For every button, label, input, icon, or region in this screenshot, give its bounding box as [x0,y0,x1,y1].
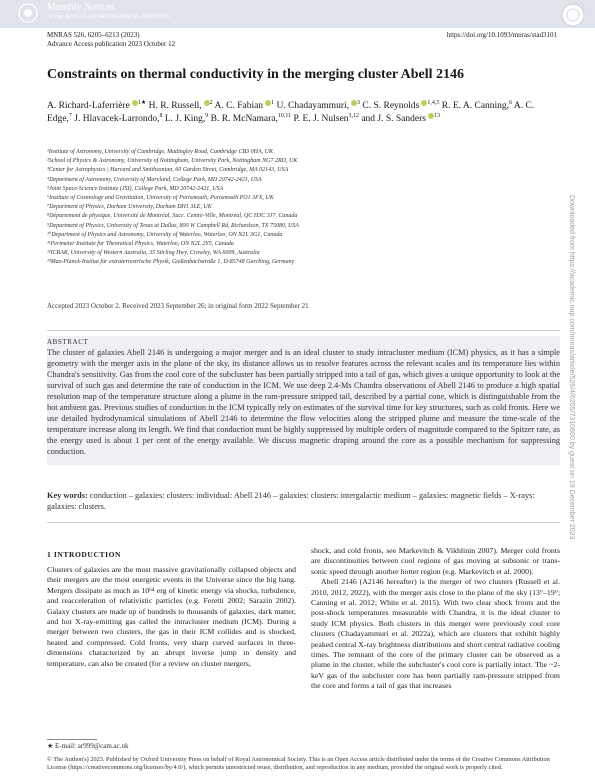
author-affiliation-number: 1★ [137,99,147,106]
intro-paragraph: shock, and cold fronts, see Markevitch & Vikhlinin 2007). Merger cold fronts are discontinuities between cool regions of gas moving at subsonic or trans-sonic speed through another hotter region (e.g. Markevitch et al. 2000). [311,546,560,576]
citation-info [47,31,175,49]
section-heading: 1 INTRODUCTION [47,550,122,559]
affiliation-line: ¹²ICRAR, University of Western Australia, 35 Stirling Hwy, Crawley, WA 6009, Australia [47,250,260,257]
journal-citation: MNRAS 526, 6205–6213 (2023) [47,31,140,39]
affiliation-line: ⁸Département de physique, Université de Montréal, Succ. Centre-Ville, Montréal, QC H3C 3J7, Canada [47,213,298,220]
journal-logo-icon [17,2,39,24]
download-watermark: Downloaded from https://academic.oup.com/mnras/article/526/4/6205/7310860 by guest on 19 December 2023 [568,195,575,540]
affiliation-line: ²School of Physics & Astronomy, University of Nottingham, University Park, Nottingham NG7 2RD, UK [47,158,298,165]
intro-column-left [47,565,296,669]
author-affiliation-number: 10,11 [277,112,292,119]
intro-column-right [311,546,560,692]
advance-access: Advance Access publication 2023 October 12 [47,40,176,48]
author-name: J. Hlavacek-Larrondo, [74,114,160,124]
author-affiliation-number: 13 [433,112,440,119]
doi-link[interactable]: https://doi.org/10.1093/mnras/stad3101 [446,31,557,39]
affiliation-line: ⁴Department of Astronomy, University of Maryland, College Park, MD 20742-2421, USA [47,176,262,183]
publication-dates: Accepted 2023 October 2. Received 2023 September 26; in original form 2022 September 21 [47,302,309,310]
journal-name-line1: Monthly Notices [47,2,115,13]
affiliation-line: ³Center for Astrophysics | Harvard and Smithsonian, 60 Garden Street, Cambridge, MA 02143, USA [47,167,289,174]
keywords-label: Key words: [47,491,88,500]
affiliation-line: ⁷Department of Physics, Durham University, Durham DH1 3LE, UK [47,204,212,211]
author-name: H. R. Russell, [148,101,202,111]
affiliation-line: ⁶Institute of Cosmology and Gravitation, University of Portsmouth, Portsmouth PO1 3FX, UK [47,195,274,202]
author-name: R. E. A. Canning, [441,101,510,111]
footnote-rule [47,739,97,740]
author-name: L. J. King, [164,114,206,124]
affiliations [47,148,557,268]
society-seal-icon [561,3,585,27]
corresponding-email[interactable]: ★ E-mail: ar999@cam.ac.uk [47,742,129,750]
author-list [47,100,547,126]
affiliation-line: ¹³Max-Planck-Institut für extraterrestrische Physik, Gießenbachstraße 1, D-85748 Garching, Germany [47,259,295,266]
keywords [47,490,560,512]
journal-name [47,2,171,21]
journal-name-line2: of the ROYAL ASTRONOMICAL SOCIETY [47,14,171,20]
keywords-text: conduction – galaxies: clusters: individual: Abell 2146 – galaxies: clusters: intergalactic medium – galaxies: magnetic fields – X-rays: galaxies: clusters. [47,491,535,511]
author-affiliation-number: 1 [271,99,275,106]
author-affiliation-number: 1,4,5 [427,99,440,106]
paper-title: Constraints on thermal conductivity in the merging cluster Abell 2146 [47,67,465,82]
divider [47,330,560,331]
affiliation-line: ¹Institute of Astronomy, University of Cambridge, Madingley Road, Cambridge CB3 0HA, UK [47,149,273,155]
author-affiliation-number: 6 [509,99,513,106]
intro-paragraph: Clusters of galaxies are the most massive gravitationally collapsed objects and their mergers are the most energetic events in the Universe since the big bang. Mergers dissipate as much as 10⁶⁴ erg of kinetic energy via shocks, turbulence, and reacceleration of relativistic particles (e.g. Feretti 2002; Sarazin 2002). Galaxy clusters are made up of hundreds to thousands of galaxies, dark matter, and hot X-ray-emitting gas called the intracluster medium (ICM). During a merger between two clusters, the gas in their ICM collides and is shocked, heated and compressed. Cold fronts, very sharp curved surfaces in three-dimensions characterized by an abrupt inverse jump in density and temperature, can also be created (for a review on cluster mergers, [47,565,296,668]
author-affiliation-number: 3,12 [348,112,359,119]
affiliation-line: ⁵Joint Space-Science Institute (JSI), College Park, MD 20742-2421, USA [47,185,224,192]
license-footer: © The Author(s) 2023. Published by Oxford University Press on behalf of Royal Astronomical Society. This is an Open Access article distributed under the terms of the Creative Commons Attribution License (https://creativecommons.org/licenses/by/4.0/), which permits unrestricted reuse, distribution, and reproduction in any medium, provided the original work is properly cited. [47,756,550,772]
author-affiliation-number: 2 [209,99,213,106]
affiliation-line: ¹⁰Department of Physics and Astronomy, University of Waterloo, Waterloo, ON N2L 3G1, Canada [47,231,283,238]
author-name: A. Richard-Laferrière [47,101,130,111]
author-name: A. C. Edge, [47,101,535,124]
author-name: A. C. Fabian [214,101,264,111]
abstract-text: The cluster of galaxies Abell 2146 is undergoing a major merger and is an ideal cluster to study intracluster medium (ICM) physics, as it has a simple geometry with the merger axis in the plane of the sky, its distance allows us to resolve features across the relevant scales and its temperature lies within Chandra's sensitivity. Gas from the cool core of the subcluster has been partially stripped into a tail of gas, which gives a unique opportunity to look at the survival of such gas and determine the rate of conduction in the ICM. We use deep 2.4-Ms Chandra observations of Abell 2146 to produce a high spatial resolution map of the temperature structure along a plume in the ram-pressure stripped tail, described by a partial cone, which is distinguishable from the hot ambient gas. Previous studies of conduction in the ICM typically rely on estimates of the survival time for key structures, such as cold fronts. Here we use detailed hydrodynamical simulations of Abell 2146 to determine the flow velocities along the stripped plume and measure the time-scale of the temperature increase along its length. We find that conduction must be highly suppressed by multiple orders of magnitude compared to the Spitzer rate, as the energy used is about 1 per cent of the energy available. We discuss magnetic draping around the core as a possible mechanism for suppressing conduction. [47,348,560,456]
intro-paragraph: Abell 2146 (A2146 hereafter) is the merger of two clusters (Russell et al. 2010, 2012, 2022), with the merger axis close to the plane of the sky (13°–19°; Canning et al. 2012; White et al. 2015). With two clear shock fronts and the post-shock temperatures measurable with Chandra, it is the ideal cluster to study ICM physics. Both clusters in this merger were previously cool core clusters (Chadayammuri et al. 2022a), which are clusters that exhibit highly peaked central X-ray brightness distributions and short central radiative cooling times. The remnant of the core of the primary cluster can be observed as a plume in the cluster, while the subcluster's cool core is partially intact. The ~2-keV gas of the subcluster core has been partially ram-pressure stripped from the core and forms a tail of gas that increases [311,577,560,691]
author-affiliation-number: 8 [159,112,163,119]
author-name: and J. S. Sanders [361,114,426,124]
affiliation-line: ¹¹Perimeter Institute for Theoretical Physics, Waterloo, ON N2L 2Y5, Canada [47,241,234,248]
author-affiliation-number: 9 [205,112,209,119]
divider [47,522,560,523]
author-name: C. S. Reynolds [362,101,420,111]
author-name: P. E. J. Nulsen [293,114,349,124]
author-affiliation-number: 7 [68,112,72,119]
author-name: B. R. McNamara, [210,114,278,124]
author-affiliation-number: 3 [357,99,360,106]
affiliation-line: ⁹Department of Physics, University of Texas at Dallas, 800 W Campbell Rd, Richardson, TX 75080, USA [47,222,299,229]
author-name: U. Chadayammuri, [276,101,349,111]
abstract-heading: ABSTRACT [47,338,89,346]
